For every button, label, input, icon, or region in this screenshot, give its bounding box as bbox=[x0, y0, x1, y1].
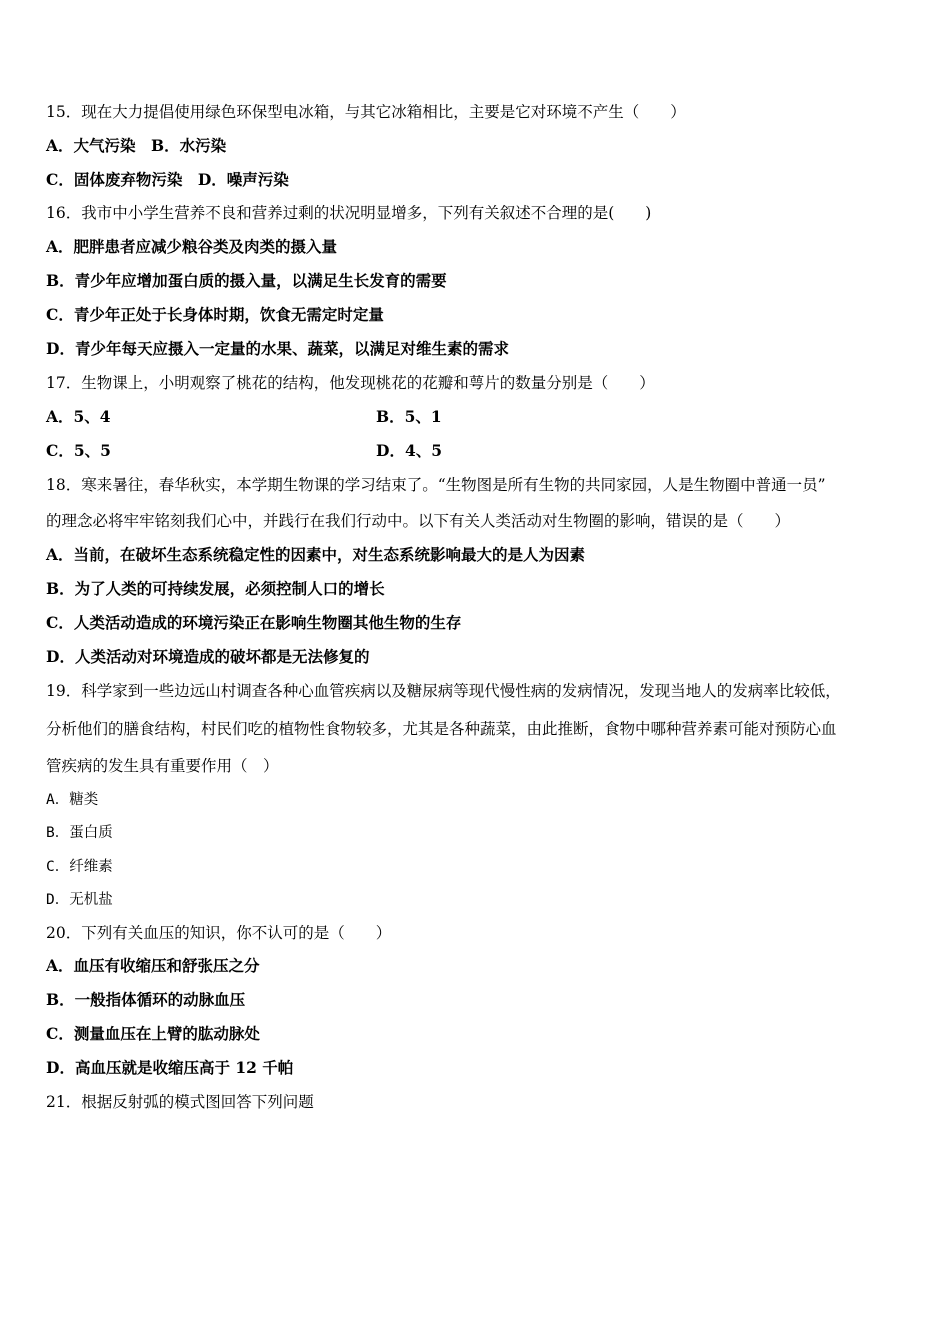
q16-option-b: B．青少年应增加蛋白质的摄入量，以满足生长发育的需要 bbox=[46, 271, 447, 290]
q15-options-ab: A．大气污染 B．水污染 bbox=[46, 136, 227, 155]
q19-option-b: B．蛋白质 bbox=[46, 825, 113, 841]
q18-option-a: A．当前，在破坏生态系统稳定性的因素中，对生态系统影响最大的是人为因素 bbox=[46, 545, 586, 564]
q15-options-cd: C．固体废弃物污染 D．噪声污染 bbox=[46, 170, 289, 189]
q20-option-c: C．测量血压在上臂的肱动脉处 bbox=[46, 1024, 260, 1043]
q20-option-b: B．一般指体循环的动脉血压 bbox=[46, 990, 246, 1009]
q21-stem: 21．根据反射弧的模式图回答下列问题 bbox=[46, 1093, 314, 1111]
q18-option-b: B．为了人类的可持续发展，必须控制人口的增长 bbox=[46, 579, 385, 598]
q19-stem-line2: 分析他们的膳食结构，村民们吃的植物性食物较多，尤其是各种蔬菜，由此推断，食物中哪种营养素可能对预防心血 bbox=[46, 720, 837, 738]
q16-option-d: D．青少年每天应摄入一定量的水果、蔬菜，以满足对维生素的需求 bbox=[46, 339, 509, 358]
q19-stem-line3: 管疾病的发生具有重要作用（ ） bbox=[46, 757, 279, 775]
q16-option-c: C．青少年正处于长身体时期，饮食无需定时定量 bbox=[46, 305, 384, 324]
q17-option-b: B．5、1 bbox=[376, 407, 442, 426]
q19-option-d: D．无机盐 bbox=[46, 892, 113, 908]
q19-option-c: C．纤维素 bbox=[46, 859, 113, 875]
q18-stem-line1: 18．寒来暑往，春华秋实，本学期生物课的学习结束了。“生物图是所有生物的共同家园，人是生物圈中普通一员” bbox=[46, 476, 826, 494]
q17-option-a: A．5、4 bbox=[46, 407, 111, 426]
q16-option-a: A．肥胖患者应减少粮谷类及肉类的摄入量 bbox=[46, 237, 338, 256]
q19-stem-line1: 19．科学家到一些边远山村调查各种心血管疾病以及糖尿病等现代慢性病的发病情况，发现当地人的发病率比较低， bbox=[46, 682, 841, 700]
q16-stem: 16．我市中小学生营养不良和营养过剩的状况明显增多，下列有关叙述不合理的是( ) bbox=[46, 204, 652, 222]
q18-option-c: C．人类活动造成的环境污染正在影响生物圈其他生物的生存 bbox=[46, 613, 462, 632]
q18-stem-line2: 的理念必将牢牢铭刻我们心中，并践行在我们行动中。以下有关人类活动对生物圈的影响，错误的是（ ） bbox=[46, 512, 791, 530]
q20-option-d: D．高血压就是收缩压高于 12 千帕 bbox=[46, 1058, 294, 1077]
q17-stem: 17．生物课上，小明观察了桃花的结构，他发现桃花的花瓣和萼片的数量分别是（ ） bbox=[46, 374, 655, 392]
q20-option-a: A．血压有收缩压和舒张压之分 bbox=[46, 956, 260, 975]
q17-option-c: C．5、5 bbox=[46, 441, 111, 460]
q18-option-d: D．人类活动对环境造成的破坏都是无法修复的 bbox=[46, 647, 370, 666]
q19-option-a: A．糖类 bbox=[46, 792, 99, 808]
q17-option-d: D．4、5 bbox=[376, 441, 443, 460]
q15-stem: 15．现在大力提倡使用绿色环保型电冰箱，与其它冰箱相比，主要是它对环境不产生（ ） bbox=[46, 103, 686, 121]
q20-stem: 20．下列有关血压的知识，你不认可的是（ ） bbox=[46, 924, 392, 942]
